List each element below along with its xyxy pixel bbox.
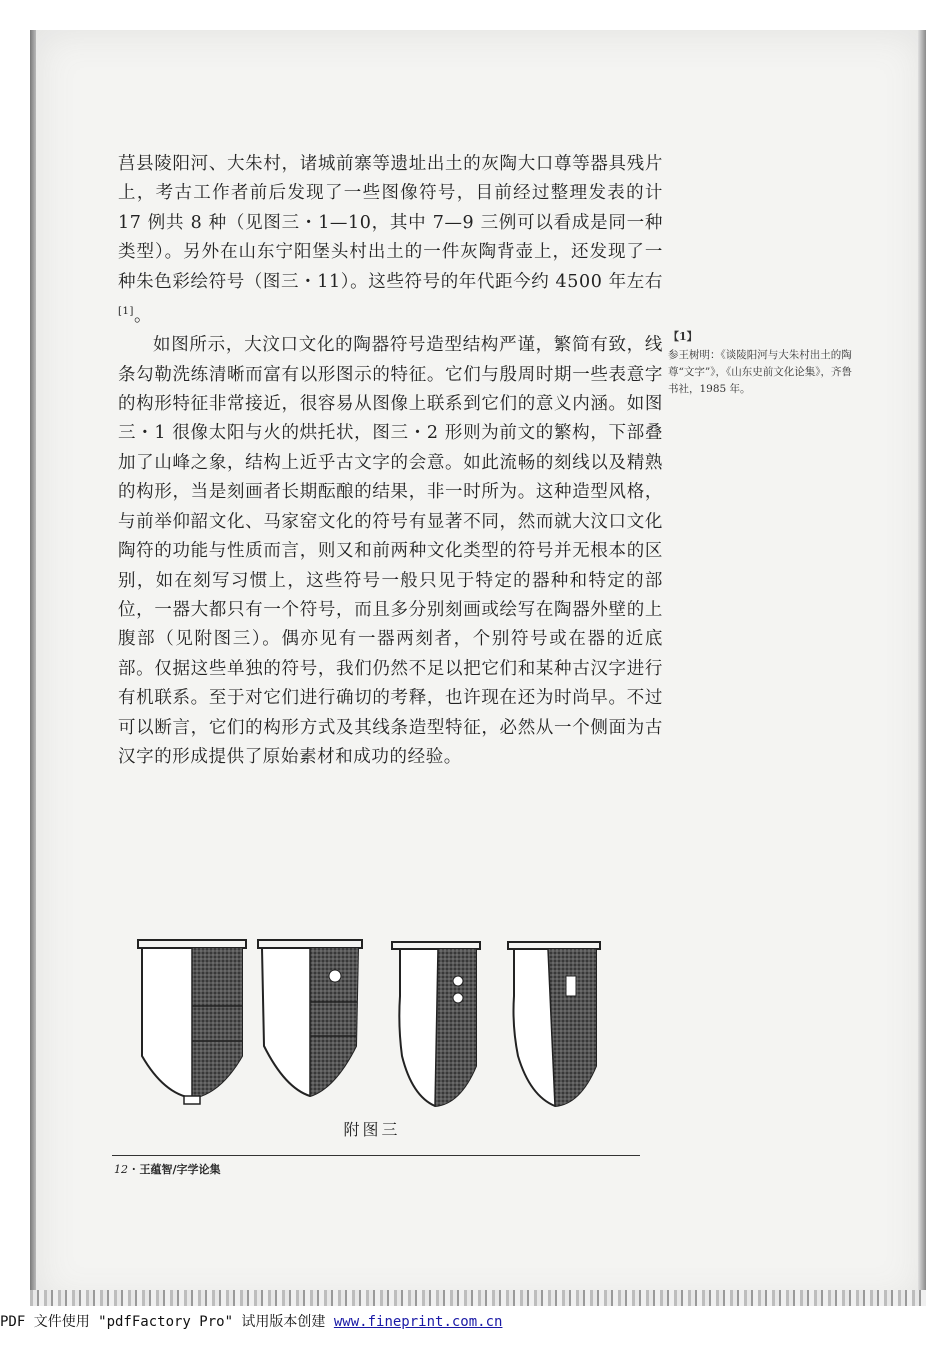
paragraph-2: 如图所示，大汶口文化的陶器符号造型结构严谨，繁简有致，线条勾勒洗练清晰而富有以形图示的特征。它们与殷周时期一些表意字的构形特征非常接近，很容易从图像上联系到它们的意义内涵。如图三・1 很像太阳与火的烘托状，图三・2 形则为前文的繁构，下部叠加了山峰之象，结构上近乎古文字的会意。如此流畅的刻线以及精熟的构形，当是刻画者长期酝酿的结果，非一时所为。这种造型风格，与前举仰韶文化、马家窑文化的符号有显著不同，然而就大汶口文化陶符的功能与性质而言，则又和前两种文化类型的符号并无根本的区别，如在刻写习惯上，这些符号一般只见于特定的器种和特定的部位，一器大都只有一个符号，而且多分别刻画或绘写在陶器外壁的上腹部（见附图三）。偶亦见有一器两刻者，个别符号或在器的近底部。仅据这些单独的符号，我们仍然不足以把它们和某种古汉字进行有机联系。至于对它们进行确切的考释，也许现在还为时尚早。不过可以断言，它们的构形方式及其线条造型特征，必然从一个侧面为古汉字的形成提供了原始素材和成功的经验。 bbox=[118, 335, 663, 767]
footer-separator: · bbox=[131, 1163, 136, 1176]
vessel-2 bbox=[258, 940, 362, 1096]
pottery-illustration bbox=[130, 936, 620, 1111]
fineprint-link[interactable]: www.fineprint.com.cn bbox=[333, 1314, 503, 1330]
footnote-ref: [1] bbox=[118, 306, 134, 318]
sidenote bbox=[668, 328, 858, 398]
sidenote-text: 参王树明：《谈陵阳河与大朱村出土的陶尊“文字”》，《山东史前文化论集》，齐鲁书社，1985 年。 bbox=[668, 349, 852, 395]
paragraph-1-text: 莒县陵阳河、大朱村，诸城前寨等遗址出土的灰陶大口尊等器具残片上，考古工作者前后发现了一些图像符号，目前经过整理发表的计 17 例共 8 种（见图三・1—10，其中 7—9 三例可以看成是同一种类型）。另外在山东宁阳堡头村出土的一件灰陶背壶上，还发现了一种朱色彩绘符号（图三・11）。这些符号的年代距今约 4500 年左右 bbox=[118, 154, 663, 292]
pdf-notice-text: PDF 文件使用 "pdfFactory Pro" 试用版本创建 bbox=[0, 1314, 334, 1330]
paragraph-1 bbox=[118, 150, 663, 331]
pottery-figure bbox=[130, 936, 620, 1111]
vessel-1 bbox=[138, 940, 246, 1104]
page-number: 12 bbox=[114, 1163, 128, 1176]
figure-caption: 附图三 bbox=[343, 1120, 401, 1139]
running-footer bbox=[114, 1161, 221, 1177]
scan-right-edge bbox=[918, 30, 926, 1305]
body-text bbox=[118, 150, 663, 772]
vessel-3 bbox=[392, 942, 480, 1106]
book-title: 王蕴智/字学论集 bbox=[139, 1163, 221, 1176]
sidenote-number: 【1】 bbox=[668, 330, 698, 343]
vessel-4 bbox=[508, 942, 600, 1106]
scan-bottom-edge bbox=[30, 1290, 926, 1306]
footer-rule bbox=[112, 1155, 640, 1156]
paragraph-1-end: 。 bbox=[133, 305, 153, 326]
pdf-notice bbox=[0, 1311, 502, 1331]
